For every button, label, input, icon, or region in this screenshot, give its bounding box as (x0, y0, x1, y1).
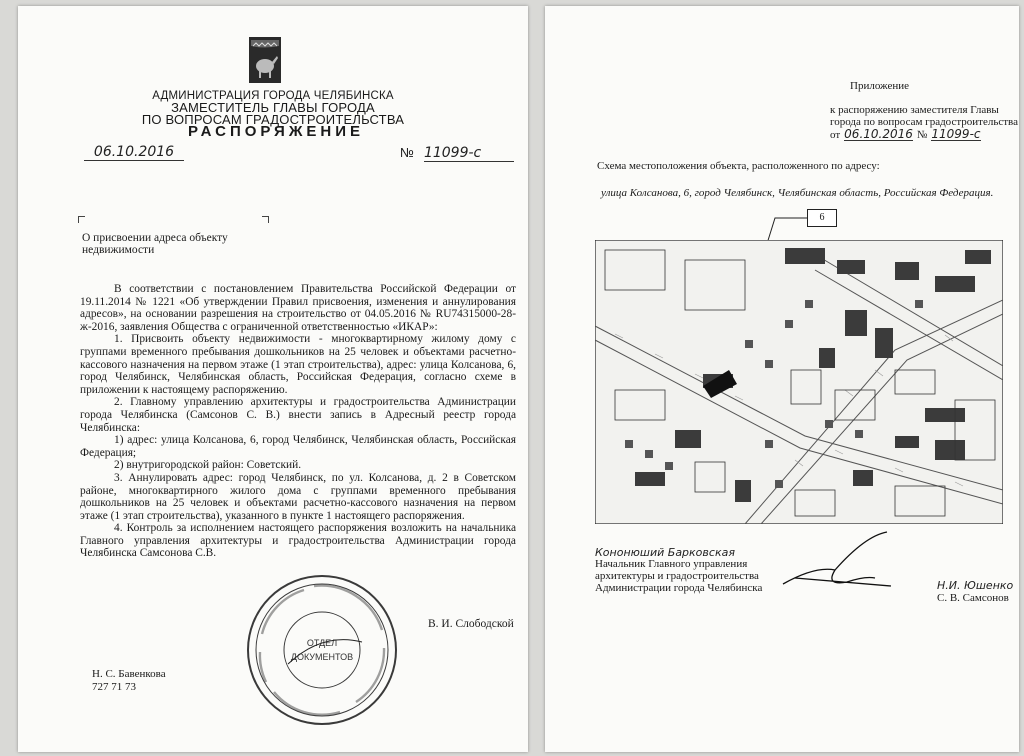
scheme-address: улица Колсанова, 6, город Челябинск, Челябинская область, Российская Федерация. (601, 187, 994, 199)
subject-line-2: недвижимости (82, 244, 155, 256)
paragraph-3: 3. Аннулировать адрес: город Челябинск, по ул. Колсанова, д. 2 в Советском районе, многоквартирного жилого дома с группами временного пребывания дошкольников на 25 человек и объектами расчетно-кассового назначения на первом этаже (1 этап строительства), указанного в пункте 1 настоящего распоряжения. (80, 471, 516, 522)
subject-bracket-left (78, 216, 85, 223)
ref-date-row (830, 128, 1020, 141)
paragraph-1: 1. Присвоить объекту недвижимости - многоквартирному жилому дому с группами временного пребывания дошкольников на 25 человек и объектами расчетно-кассового назначения на первом этаже (1 этап строительства), адрес: улица Колсанова, 6, город Челябинск, Челябинская область, Российская Федерация, согласно схеме в приложении к настоящему распоряжению. (80, 333, 516, 396)
head-name: С. В. Самсонов (937, 592, 1009, 604)
ref-number: 11099-с (931, 127, 981, 141)
scheme-caption: Схема местоположения объекта, расположенного по адресу: (597, 160, 880, 172)
header-line-2: ЗАМЕСТИТЕЛЬ ГЛАВЫ ГОРОДА (171, 100, 375, 115)
order-body (80, 283, 516, 560)
appendix-page (545, 6, 1019, 752)
paragraph-2-2: 2) внутригородской район: Советский. (114, 459, 302, 472)
paragraph-2-1: 1) адрес: улица Колсанова, 6, город Челябинск, Челябинская область, Российская Федерация; (80, 434, 516, 459)
head-handwritten-name: Н.И. Юшенко (937, 579, 1014, 592)
number-sign: № (400, 145, 414, 160)
head-title-line-3: Администрации города Челябинска (595, 582, 763, 594)
document-title: РАСПОРЯЖЕНИЕ (188, 123, 365, 140)
order-number-row (400, 144, 514, 162)
subject-bracket-right (262, 216, 269, 223)
appendix-reference (830, 104, 1020, 141)
head-title-line-1: Начальник Главного управления (595, 558, 748, 570)
order-subject (82, 232, 252, 256)
header-line-1: АДМИНИСТРАЦИЯ ГОРОДА ЧЕЛЯБИНСКА (152, 90, 394, 102)
head-signature (775, 526, 895, 596)
order-number: 11099-с (424, 145, 514, 162)
round-seal (244, 572, 400, 728)
ref-line-2: города по вопросам градостроительства (830, 116, 1018, 128)
callout-label: 6 (807, 209, 837, 227)
head-title-line-2: архитектуры и градостроительства (595, 570, 759, 582)
head-signature-block (595, 558, 762, 594)
header-line-3: ПО ВОПРОСАМ ГРАДОСТРОИТЕЛЬСТВА (141, 112, 405, 127)
seal-text-1: ОТДЕЛ (306, 638, 338, 648)
signer-name: В. И. Слободской (428, 618, 514, 630)
ref-line-1: к распоряжению заместителя Главы (830, 104, 999, 116)
subject-line-1: О присвоении адреса объекту (82, 232, 228, 244)
paragraph-preamble: В соответствии с постановлением Правительства Российской Федерации от 19.11.2014 № 1221 «Об утверждении Правил присвоения, изменения и аннулирования адресов», на основании разрешения на строительство от 04.05.2016 № RU74315000-28-ж-2016, заявления Общества с ограниченной ответственностью «ИКАР»: (80, 283, 516, 333)
ref-no: № (916, 129, 928, 141)
svg-text:Кононюший Барковская: Кононюший Барковская (595, 546, 735, 559)
paragraph-2: 2. Главному управлению архитектуры и градостроительства Администрации города Челябинска (Самсонов С. В.) внести запись в Адресный реестр города Челябинска: (80, 396, 516, 434)
order-page (18, 6, 528, 752)
coat-of-arms-icon (248, 36, 282, 84)
executor-phone: 727 71 73 (92, 681, 136, 693)
executor-block (92, 668, 166, 694)
head-name-block (937, 580, 1013, 604)
paragraph-4: 4. Контроль за исполнением настоящего распоряжения возложить на начальника Главного управления архитектуры и градостроительства Администрации города Челябинска Самсонова С.В. (80, 522, 516, 560)
ref-date: 06.10.2016 (844, 127, 913, 141)
ref-from: от (830, 129, 841, 141)
order-date: 06.10.2016 (84, 144, 184, 161)
seal-text-2: ДОКУМЕНТОВ (290, 652, 354, 662)
executor-name: Н. С. Бавенкова (92, 668, 166, 680)
location-map (595, 240, 1003, 524)
appendix-title: Приложение (850, 80, 910, 92)
